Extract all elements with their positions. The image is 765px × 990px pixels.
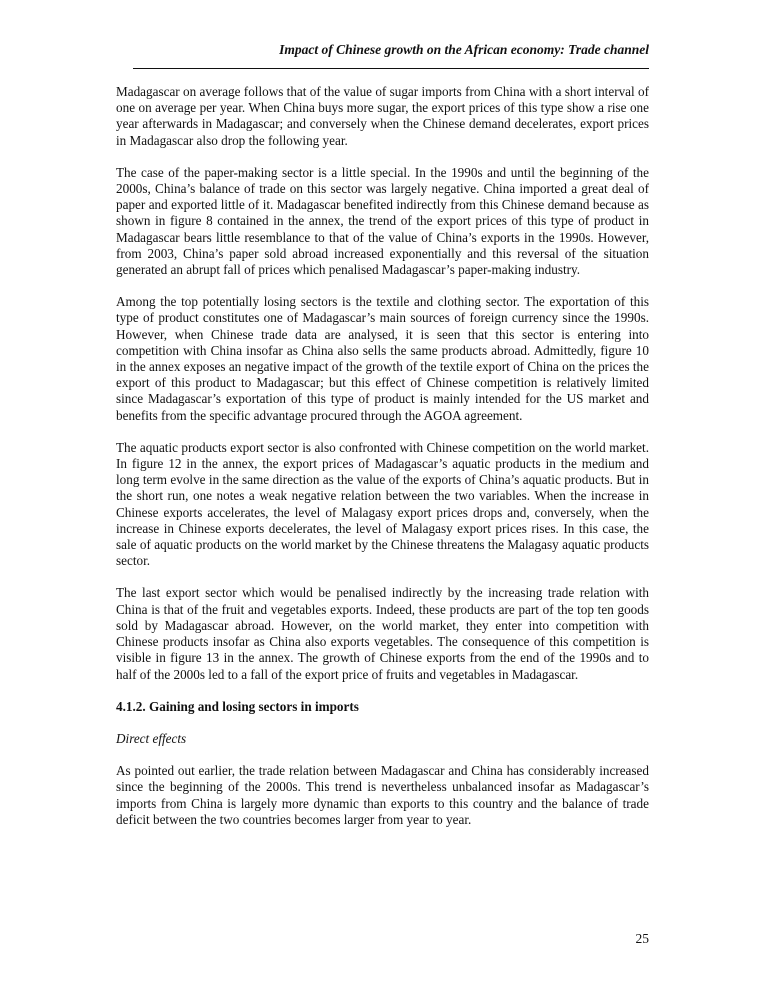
running-header: Impact of Chinese growth on the African economy: Trade channel (279, 42, 649, 57)
paragraph-trade-relation: As pointed out earlier, the trade relation between Madagascar and China has considerably increased since the beginning of the 2000s. This trend is nevertheless unbalanced insofar as Madagascar’s imports from China is largely more dynamic than exports to this country and the balance of trade deficit between the two countries becomes larger from year to year. (116, 763, 649, 827)
paragraph-sugar-imports: Madagascar on average follows that of the value of sugar imports from China with a short interval of one on average per year. When China buys more sugar, the export prices of this type show a rise one year afterwards in Madagascar; and conversely when the Chinese demand decelerates, export prices in Madagascar also drop the following year. (116, 84, 649, 148)
section-heading: 4.1.2. Gaining and losing sectors in imports (116, 698, 359, 714)
paragraph-aquatic-products: The aquatic products export sector is also confronted with Chinese competition on the world market. In figure 12 in the annex, the export prices of Madagascar’s aquatic products in the medium and long term evolve in the same direction as the value of the exports of China’s aquatic products. But in the short run, one notes a weak negative relation between the two variables. When the increase in Chinese exports accelerates, the level of Malagasy export prices drops and, conversely, when the increase in Chinese exports decelerates, the level of Malagasy export prices rises. In this case, the sale of aquatic products on the world market by the Chinese threatens the Malagasy aquatic products sector. (116, 439, 649, 569)
paragraph-fruit-vegetables: The last export sector which would be penalised indirectly by the increasing trade relation with China is that of the fruit and vegetables exports. Indeed, these products are part of the top ten goods sold by Madagascar abroad. However, on the world market, they enter into competition with Chinese products insofar as China also exports vegetables. The consequence of this competition is visible in figure 13 in the annex. The growth of Chinese exports from the end of the 1990s and to half of the 2000s led to a fall of the export price of fruits and vegetables in Madagascar. (116, 585, 649, 682)
header-divider (133, 68, 649, 69)
document-body (116, 84, 649, 844)
page-number: 25 (635, 931, 649, 946)
paragraph-textile-clothing: Among the top potentially losing sectors is the textile and clothing sector. The exportation of this type of product constitutes one of Madagascar’s main sources of foreign currency since the 1990s. However, when Chinese trade data are analysed, it is seen that this sector is entering into competition with China insofar as China also sells the same products abroad. Admittedly, figure 10 in the annex exposes an negative impact of the growth of the textile export of China on the prices the export of this product to Madagascar; but this effect of Chinese competition is relatively limited since Madagascar’s exportation of this type of product is mainly intended for the US market and benefits from the specific advantage procured through the AGOA agreement. (116, 294, 649, 423)
paragraph-paper-making: The case of the paper-making sector is a little special. In the 1990s and until the beginning of the 2000s, China’s balance of trade on this sector was largely negative. China imported a great deal of paper and exported little of it. Madagascar benefited indirectly from this Chinese demand because as shown in figure 8 contained in the annex, the trend of the export prices of this type of product in Madagascar bears little resemblance to that of the value of China’s exports in the 1990s. However, from 2003, China’s paper sold abroad increased exponentially and this reversal of the situation generated an abrupt fall of prices which penalised Madagascar’s paper-making industry. (116, 164, 649, 278)
subsection-heading: Direct effects (116, 730, 187, 746)
